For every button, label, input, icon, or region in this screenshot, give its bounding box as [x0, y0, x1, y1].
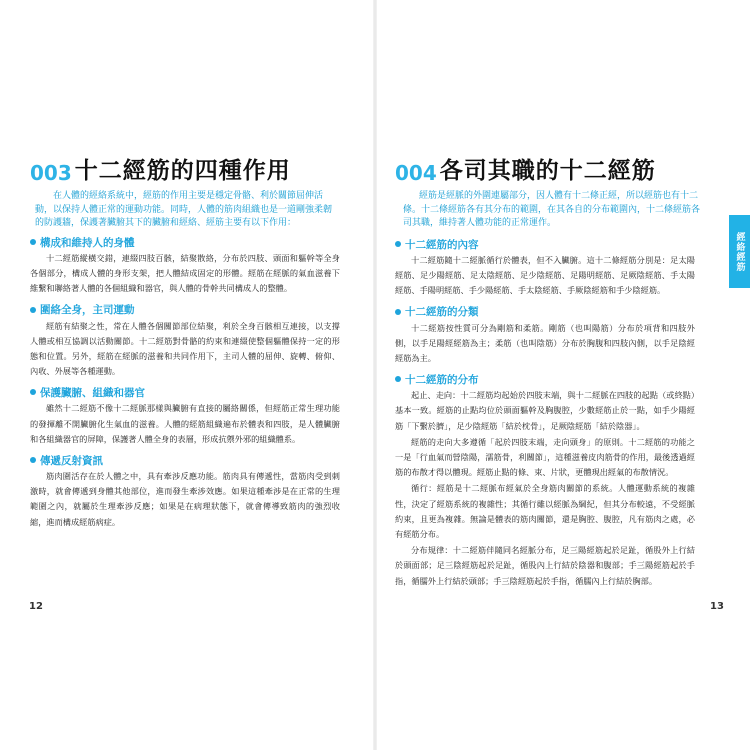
- bullet-icon: [30, 457, 36, 463]
- section-heading-text: 傳遞反射資訊: [40, 454, 103, 467]
- bullet-icon: [30, 389, 36, 395]
- intro-paragraph: 經筋是經脈的外圍連屬部分，因人體有十二條正經，所以經筋也有十二條。十二條經筋各有其分布的範圍，在其各自的分布範圍內，十二條經筋各司其職，維持著人體功能的正常運作。: [403, 191, 701, 228]
- bullet-icon: [395, 376, 401, 382]
- section-heading: [395, 304, 695, 320]
- body-paragraph: 經筋的走向大多遵循「起於四肢末端，走向頭身」的原則。十二經筋的功能之一是「行血氣而營陰陽，濡筋骨，利關節」，這種滋養皮肉筋骨的作用，最後透過經筋的布散才得以體現。經筋止點的條、束、片狀，更體現出經氣的布散情況。: [395, 436, 695, 478]
- body-paragraph: 筋肉圍活存在於人體之中，具有牽涉反應功能。筋肉具有傳遞性，當筋肉受到刺激時，就會傳遞到身體其他部位，進而發生牽涉效應。如果這種牽涉是在正常的生理範圍之內，就屬於生理牽涉反應；如果是在病理狀態下，就會傳導致筋肉的強烈收縮，進而構成經筋病症。: [30, 471, 340, 527]
- chapter-title: [30, 152, 291, 186]
- section-heading: [30, 452, 340, 468]
- page-number: 12: [29, 601, 43, 612]
- right-page: [375, 0, 750, 750]
- body-column: [30, 234, 340, 535]
- chapter-number: 003: [30, 161, 72, 185]
- section: [395, 236, 695, 299]
- chapter-title: [395, 152, 656, 186]
- side-tab-label: 經絡經筋: [734, 231, 745, 272]
- section-heading-text: 十二經筋的分類: [405, 306, 479, 319]
- bullet-icon: [395, 241, 401, 247]
- section: [395, 371, 695, 589]
- body-paragraph: 分布規律：十二經筋伴隨同名經脈分布，足三陽經筋起於足趾，循股外上行結於頭面部；足三陰經筋起於足趾，循股內上行結於陰器和腹部；手三陽經筋起於手指，循臑外上行結於頭部；手三陰經筋起於手指，循臑內上行結於胸部。: [395, 545, 695, 586]
- body-column: [395, 236, 695, 594]
- section: [395, 304, 695, 367]
- bullet-icon: [30, 239, 36, 245]
- section-heading-text: 十二經筋的內容: [405, 238, 479, 251]
- body-paragraph: 經筋有結聚之性，常在人體各個關節部位結聚，利於全身百骸相互連接，以支撐人體或相互協調以活動關節。十二經筋對骨骼的約束和連綴使整個軀體保持一定的形態和位置。另外，經筋在經脈的滋養和共同作用下，主司人體的屈伸、旋轉、俯仰、內收、外展等各種運動。: [30, 320, 340, 377]
- page-number: 13: [710, 601, 724, 612]
- section: [30, 384, 340, 447]
- chapter-side-tab: [729, 215, 750, 288]
- chapter-heading: 各司其職的十二經筋: [439, 157, 656, 184]
- body-paragraph: 循行：經筋是十二經脈布經氣於全身筋肉關節的系統。人體運動系統的複雜性，決定了經筋系統的複雜性；其循行雖以經脈為綱紀，但其分布較遠，不受經脈約束，且更為複雜。無論是體表的筋肉關節，還是胸腔、腹腔，凡有筋肉之處，必有經筋分布。: [395, 483, 695, 540]
- chapter-heading: 十二經筋的四種作用: [74, 157, 291, 184]
- chapter-number: 004: [395, 161, 437, 185]
- body-paragraph: 雖然十二經筋不像十二經脈那樣與臟腑有直接的屬絡關係，但經筋正常生理功能的發揮離不開臟腑化生氣血的滋養。人體的經筋組織遍布於體表和四肢，是人體臟腑和各組織器官的屏障，保護著人體全身的表層，形成抗禦外邪的組織體系。: [30, 403, 340, 444]
- bullet-icon: [30, 307, 36, 313]
- body-paragraph: 起止、走向：十二經筋均起始於四肢末端，與十二經脈在四肢的起點（或終點）基本一致。經筋的止點均位於頭面軀幹及胸腹腔，少數經筋止於一點，如手少陽經筋「下繫於臍」，足少陰經筋「結於枕骨」，足厥陰經筋「結於陰器」。: [395, 390, 695, 431]
- body-paragraph: 十二經筋縱橫交錯，連綴四肢百骸，結聚散絡，分布於四肢、頭面和軀幹等全身各個部分，構成人體的身形支架，把人體結成固定的形體。經筋在經脈的氣血滋養下維繫和聯絡著人體的各個組織和器官，與人體的骨幹共同構成人的整體。: [30, 253, 340, 294]
- body-paragraph: 十二經筋按性質可分為剛筋和柔筋。剛筋（也叫陽筋）分布於項背和四肢外側，以手足陽經經筋為主；柔筋（也叫陰筋）分布於胸腹和四肢內側，以手足陰經經筋為主。: [395, 322, 695, 364]
- intro-paragraph: 在人體的經絡系統中，經筋的作用主要是穩定骨骼、利於關節屈伸活動，以保持人體正常的運動功能。同時，人體的筋肉組織也是一道剛強柔韌的防護牆，保護著臟腑其下的臟腑和經絡、經筋主要有以下作用：: [35, 191, 333, 228]
- section-heading: [395, 371, 695, 387]
- section: [30, 452, 340, 530]
- section-heading-text: 十二經筋的分布: [405, 373, 479, 386]
- section-heading-text: 保護臟腑、組織和器官: [40, 386, 145, 399]
- section: [30, 302, 340, 380]
- body-paragraph: 十二經筋隨十二經脈循行於體表，但不入臟腑。這十二條經筋分別是：足太陽經筋、足少陽經筋、足太陰經筋、足少陰經筋、足陽明經筋、足厥陰經筋、手太陽經筋、手陽明經筋、手少陽經筋、手太陰經筋、手厥陰經筋和手少陰經筋。: [395, 255, 695, 296]
- section-heading: [395, 236, 695, 252]
- section-heading: [30, 302, 340, 318]
- section: [30, 234, 340, 297]
- section-heading-text: 圍絡全身，主司運動: [40, 304, 135, 317]
- section-heading: [30, 234, 340, 250]
- section-heading-text: 構成和維持人的身體: [40, 236, 135, 249]
- bullet-icon: [395, 309, 401, 315]
- section-heading: [30, 384, 340, 400]
